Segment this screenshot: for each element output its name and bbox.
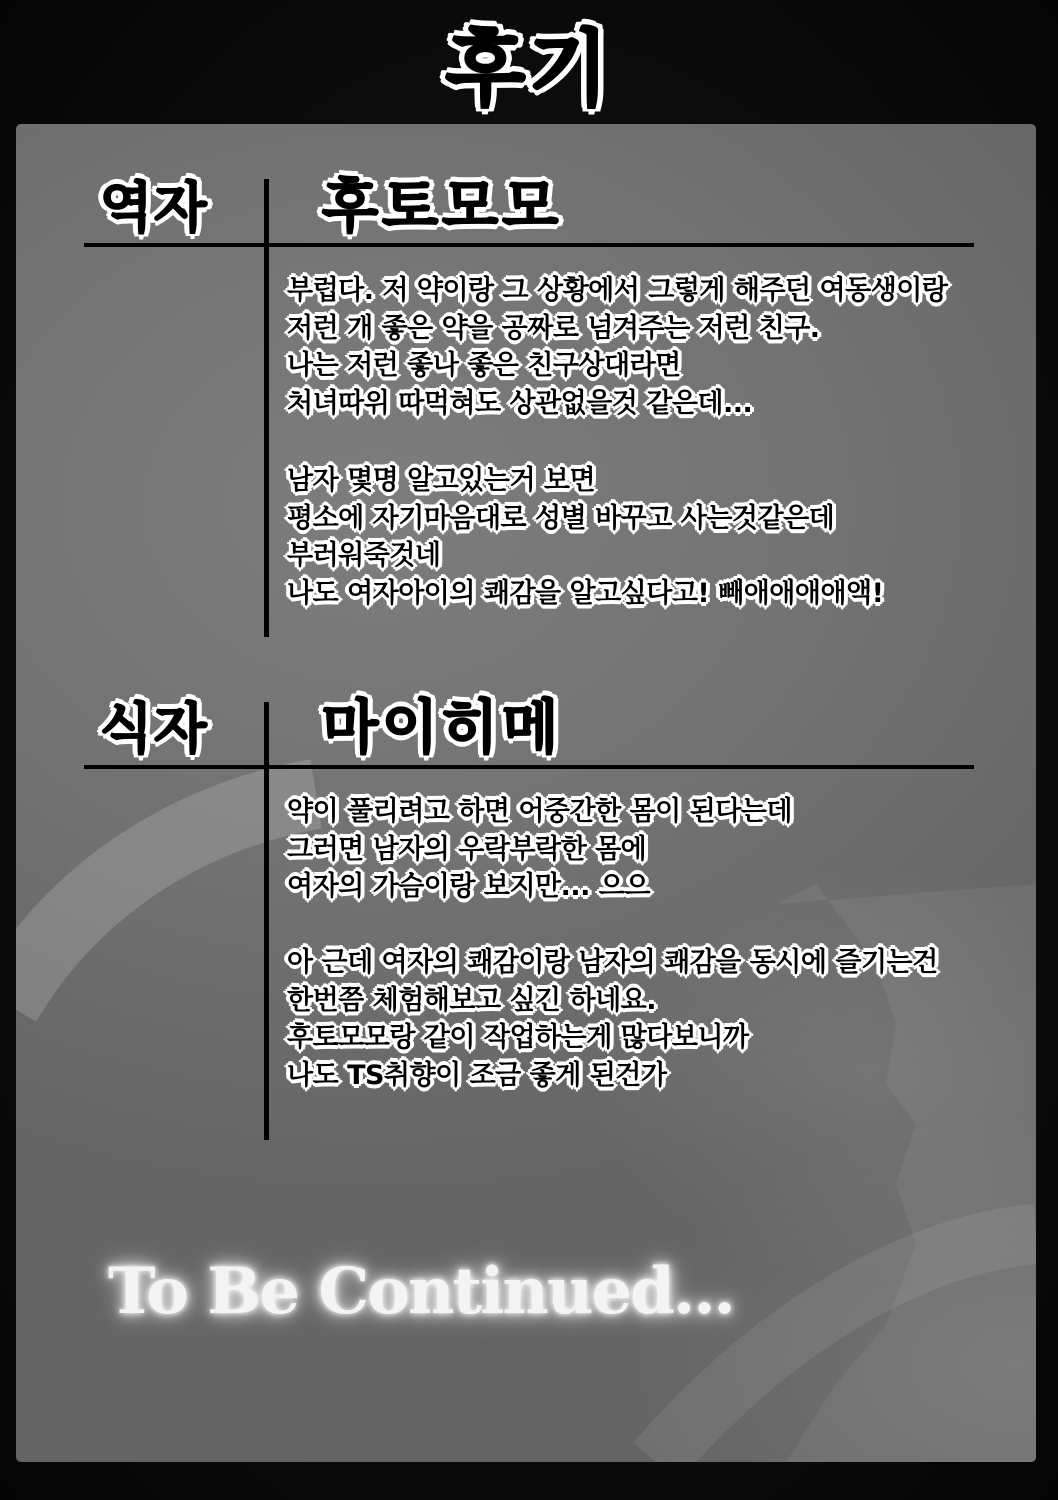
section-1-paragraph-2: 남자 몇명 알고있는거 보면 평소에 자기마음대로 성별 바꾸고 사는것같은데 부러워죽것네 나도 여자아이의 쾌감을 알고싶다고! 빼애애애애액! — [287, 465, 884, 609]
to-be-continued-text: To Be Continued... — [108, 1254, 734, 1329]
section-1-divider-vertical — [264, 179, 269, 637]
section-1-role: 역자 — [100, 176, 209, 239]
section-1-paragraph-1: 부럽다. 저 약이랑 그 상황에서 그렇게 해주던 여동생이랑 저런 개 좋은 약을 공짜로 넘겨주는 저런 친구. 나는 저런 좋나 좋은 친구상대라면 처녀따위 따먹혀도 상관없을것 같은데... — [287, 275, 948, 419]
section-2-paragraph-1: 약이 풀리려고 하면 어중간한 몸이 된다는데 그러면 남자의 우락부락한 몸에 여자의 가슴이랑 보지만... 으으 — [287, 796, 792, 902]
page-title: 후기 — [445, 22, 613, 117]
content-panel — [16, 124, 1036, 1462]
section-2-name: 마이히메 — [322, 693, 563, 761]
section-2-paragraph-2: 아 근데 여자의 쾌감이랑 남자의 쾌감을 동시에 즐기는건 한번쯤 체험해보고 싶긴 하네요. 후토모모랑 같이 작업하는게 많다보니까 나도 TS취향이 조금 좋게 된건가 — [287, 947, 938, 1091]
section-1-name: 후토모모 — [322, 172, 563, 240]
section-1-divider-horizontal — [84, 243, 974, 247]
section-2-divider-horizontal — [84, 765, 974, 769]
section-2-divider-vertical — [264, 702, 269, 1140]
section-2-role: 식자 — [100, 697, 209, 760]
